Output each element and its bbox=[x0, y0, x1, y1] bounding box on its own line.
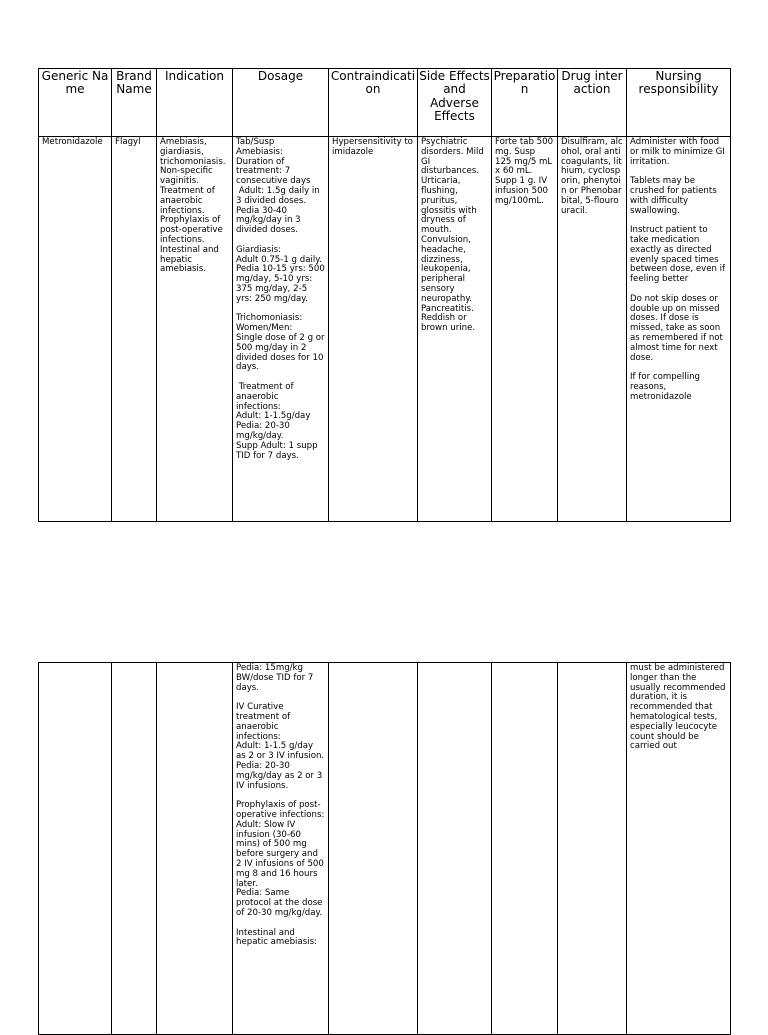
cell-brand-name-cont bbox=[112, 663, 157, 1035]
drug-table-page-2 bbox=[38, 662, 731, 1035]
cell-contraindication: Hypersensitivity to imidazole bbox=[329, 137, 418, 522]
header-indication: Indication bbox=[157, 69, 233, 137]
cell-nursing-responsibility: Administer with food or milk to minimize GI irritation. Tablets may be crushed for patients with difficulty swallowing. Instruct patient to take medication exactly as directed evenly spaced times between dose, even if feeling better Do not skip doses or double up on missed doses. If dose is missed, take as soon as remembered if not almost time for next dose. If for compelling reasons, metronidazole bbox=[627, 137, 731, 522]
cell-generic-name-cont bbox=[39, 663, 112, 1035]
cell-preparation: Forte tab 500 mg. Susp 125 mg/5 mL x 60 mL. Supp 1 g. IV infusion 500 mg/100mL. bbox=[492, 137, 558, 522]
header-contraindication: Contraindication bbox=[329, 69, 418, 137]
cell-side-effects-cont bbox=[418, 663, 492, 1035]
cell-generic-name: Metronidazole bbox=[39, 137, 112, 522]
header-side-effects: Side Effects and Adverse Effects bbox=[418, 69, 492, 137]
cell-brand-name: Flagyl bbox=[112, 137, 157, 522]
header-drug-interaction: Drug interaction bbox=[558, 69, 627, 137]
cell-indication-cont bbox=[157, 663, 233, 1035]
header-brand-name: Brand Name bbox=[112, 69, 157, 137]
cell-drug-interaction: Disulfiram, alcohol, oral anticoagulants, lithium, cyclosporin, phenytoin or Phenobarbital, 5-flourouracil. bbox=[558, 137, 627, 522]
header-preparation: Preparation bbox=[492, 69, 558, 137]
header-generic-name: Generic Name bbox=[39, 69, 112, 137]
table-row bbox=[39, 137, 731, 522]
cell-nursing-responsibility-cont: must be administered longer than the usually recommended duration, it is recommended that hematological tests, especially leucocyte count should be carried out bbox=[627, 663, 731, 1035]
cell-dosage: Tab/Susp Amebiasis: Duration of treatment: 7 consecutive days Adult: 1.5g daily in 3 divided doses. Pedia 30-40 mg/kg/day in 3 divided doses. Giardiasis: Adult 0.75-1 g daily. Pedia 10-15 yrs: 500 mg/day, 5-10 yrs: 375 mg/day, 2-5 yrs: 250 mg/day. Trichomoniasis: Women/Men: Single dose of 2 g or 500 mg/day in 2 divided doses for 10 days. Treatment of anaerobic infections: Adult: 1-1.5g/day Pedia: 20-30 mg/kg/day. Supp Adult: 1 supp TID for 7 days. bbox=[233, 137, 329, 522]
table-row bbox=[39, 663, 731, 1035]
cell-drug-interaction-cont bbox=[558, 663, 627, 1035]
cell-indication: Amebiasis, giardiasis, trichomoniasis. Non-specific vaginitis. Treatment of anaerobic infections. Prophylaxis of post-operative infections. Intestinal and hepatic amebiasis. bbox=[157, 137, 233, 522]
cell-dosage-cont: Pedia: 15mg/kg BW/dose TID for 7 days. IV Curative treatment of anaerobic infections: Adult: 1-1.5 g/day as 2 or 3 IV infusion. Pedia: 20-30 mg/kg/day as 2 or 3 IV infusions. Prophylaxis of post-operative infections: Adult: Slow IV infusion (30-60 mins) of 500 mg before surgery and 2 IV infusions of 500 mg 8 and 16 hours later. Pedia: Same protocol at the dose of 20-30 mg/kg/day. Intestinal and hepatic amebiasis: bbox=[233, 663, 329, 1035]
table-header-row bbox=[39, 69, 731, 137]
header-dosage: Dosage bbox=[233, 69, 329, 137]
cell-side-effects: Psychiatric disorders. Mild GI disturbances. Urticaria, flushing, pruritus, glossitis with dryness of mouth. Convulsion, headache, dizziness, leukopenia, peripheral sensory neuropathy. Pancreatitis. Reddish or brown urine. bbox=[418, 137, 492, 522]
cell-preparation-cont bbox=[492, 663, 558, 1035]
drug-table-page-1 bbox=[38, 68, 731, 522]
header-nursing-responsibility: Nursing responsibility bbox=[627, 69, 731, 137]
cell-contraindication-cont bbox=[329, 663, 418, 1035]
